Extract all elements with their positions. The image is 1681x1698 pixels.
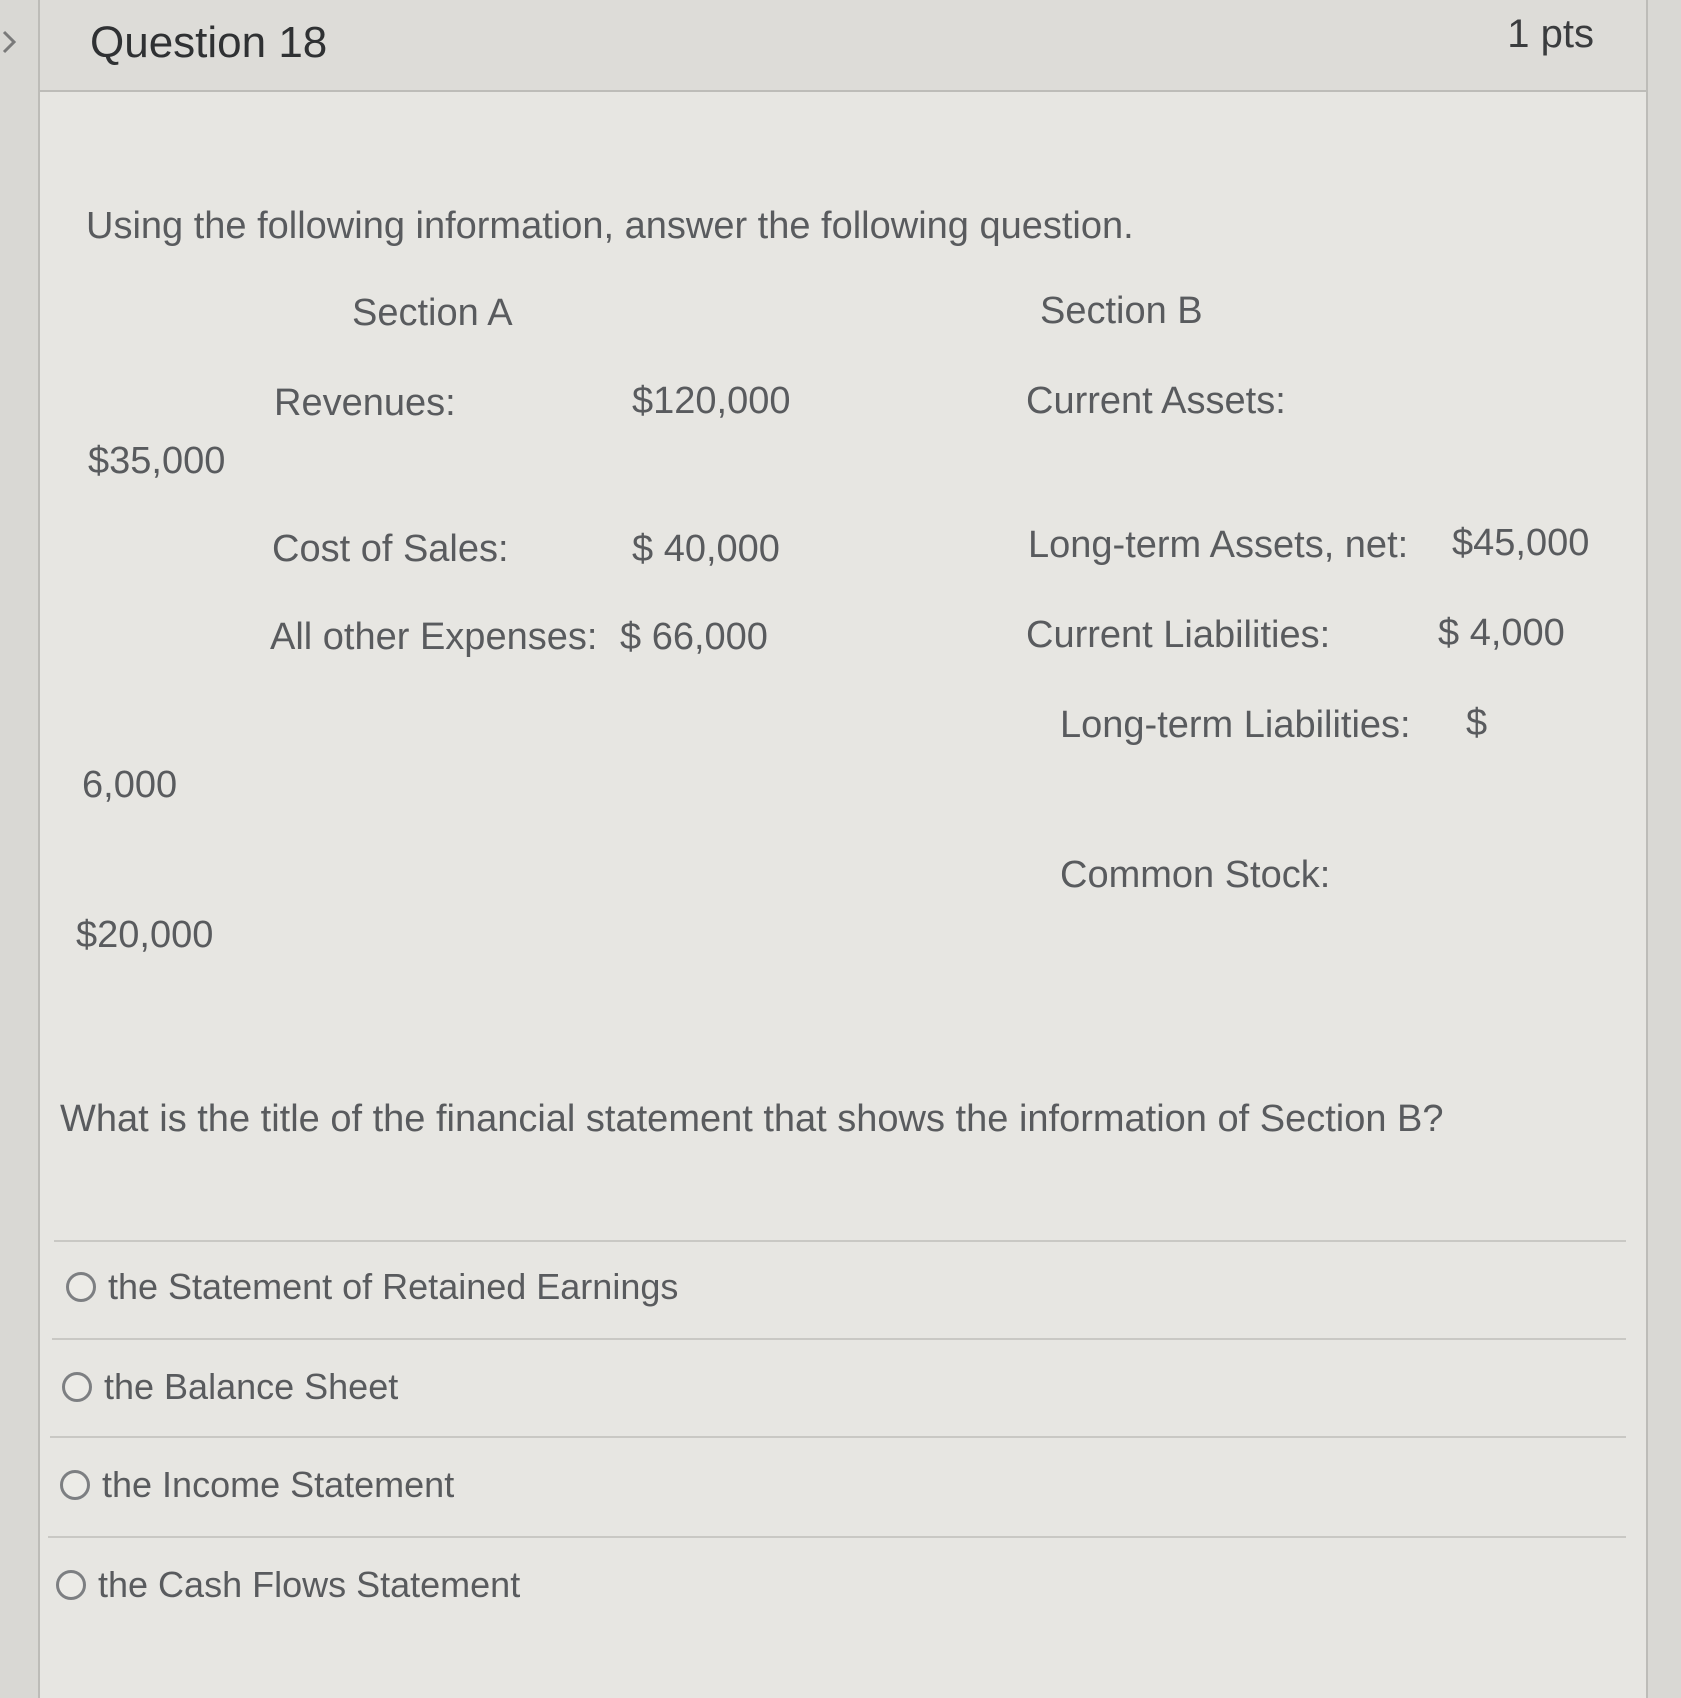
long-term-liabilities-currency: $: [1466, 702, 1488, 744]
answer-label: the Cash Flows Statement: [98, 1564, 521, 1605]
answer-label: the Statement of Retained Earnings: [108, 1266, 679, 1307]
question-intro: Using the following information, answer the following question.: [86, 205, 1134, 247]
current-assets-value: $35,000: [88, 440, 226, 482]
revenues-value: $120,000: [632, 380, 791, 422]
collapse-chevron-icon[interactable]: [0, 22, 22, 62]
radio-button[interactable]: [62, 1372, 92, 1402]
question-title: Question 18: [90, 18, 328, 67]
answer-label: the Income Statement: [102, 1464, 455, 1505]
answer-option-cash-flows[interactable]: [56, 1564, 520, 1606]
other-expenses-value: $ 66,000: [620, 616, 768, 658]
long-term-assets-value: $45,000: [1452, 522, 1590, 564]
answer-divider: [52, 1338, 1626, 1340]
long-term-liabilities-label: Long-term Liabilities:: [1060, 704, 1411, 746]
cost-of-sales-value: $ 40,000: [632, 528, 780, 570]
question-prompt: What is the title of the financial statement that shows the information of Section B?: [60, 1098, 1444, 1140]
revenues-label: Revenues:: [274, 382, 456, 424]
question-card: [38, 0, 1648, 1698]
question-body: [40, 0, 1646, 1698]
current-liabilities-value: $ 4,000: [1438, 612, 1565, 654]
section-b-heading: Section B: [1040, 290, 1203, 332]
question-points: 1 pts: [1507, 12, 1594, 56]
other-expenses-label: All other Expenses:: [270, 616, 598, 658]
answer-option-income-statement[interactable]: [60, 1464, 454, 1506]
common-stock-label: Common Stock:: [1060, 854, 1331, 896]
radio-button[interactable]: [60, 1470, 90, 1500]
current-liabilities-label: Current Liabilities:: [1026, 614, 1331, 656]
radio-button[interactable]: [66, 1272, 96, 1302]
section-a-heading: Section A: [352, 292, 513, 334]
cost-of-sales-label: Cost of Sales:: [272, 528, 509, 570]
answer-option-balance-sheet[interactable]: [62, 1366, 398, 1408]
answer-divider: [54, 1240, 1626, 1242]
answer-label: the Balance Sheet: [104, 1366, 399, 1407]
radio-button[interactable]: [56, 1570, 86, 1600]
current-assets-label: Current Assets:: [1026, 380, 1286, 422]
long-term-assets-label: Long-term Assets, net:: [1028, 524, 1409, 566]
answer-divider: [50, 1436, 1626, 1438]
answer-divider: [48, 1536, 1626, 1538]
common-stock-value: $20,000: [76, 914, 214, 956]
answer-option-retained-earnings[interactable]: [66, 1266, 678, 1308]
long-term-liabilities-value: 6,000: [82, 764, 178, 806]
